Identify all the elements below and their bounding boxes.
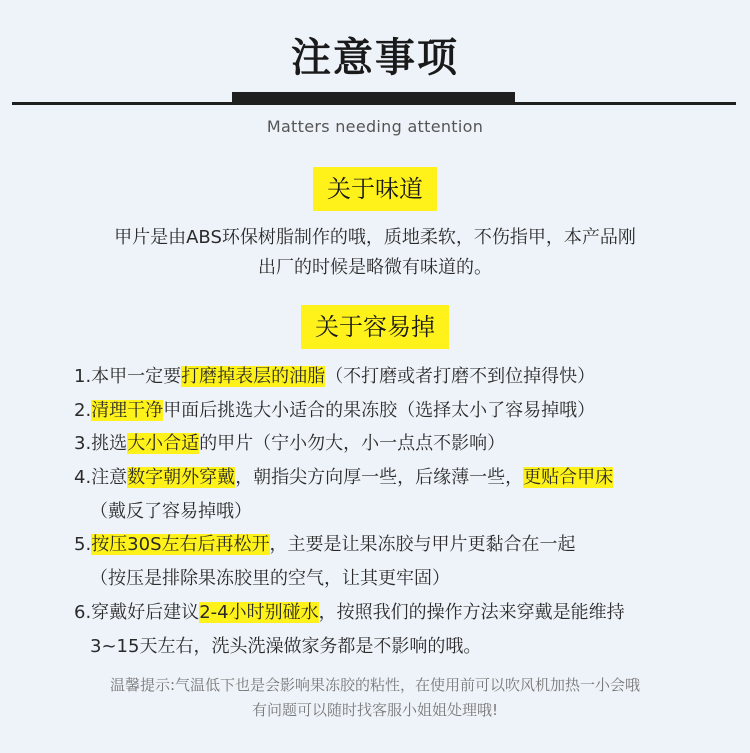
title-rule-thick [232,92,515,103]
section-badge-smell: 关于味道 [313,167,437,211]
list-text: 甲面后挑选大小适合的果冻胶（选择太小了容易掉哦） [163,399,596,421]
highlighted-text: 清理干净 [91,399,164,421]
falloff-list-item [74,430,724,464]
list-text: 5. [74,534,92,556]
list-text: （按压是排除果冻胶里的空气，让其更牢固） [90,568,450,590]
smell-line: 甲片是由ABS环保树脂制作的哦，质地柔软，不伤指甲，本产品刚 [114,227,636,248]
falloff-list-item [74,363,724,397]
falloff-list-item [74,531,724,565]
list-text: （戴反了容易掉哦） [90,500,252,522]
highlighted-text: 数字朝外穿戴 [127,467,236,489]
highlighted-text: 大小合适 [127,433,200,455]
falloff-list-item [74,565,724,599]
list-text: 2. [74,399,92,421]
page-title: 注意事项 [291,35,459,81]
falloff-list-item [74,633,724,667]
highlighted-text: 按压30S左右后再松开 [91,534,270,556]
page-subtitle: Matters needing attention [266,117,484,136]
list-text: 1.本甲一定要 [74,366,182,387]
list-text: 的甲片（宁小勿大，小一点点不影响） [199,433,506,455]
falloff-list-item [74,498,724,532]
falloff-list-item [74,599,724,633]
list-text: ，主要是让果冻胶与甲片更黏合在一起 [269,534,576,556]
tip-line: 温馨提示:气温低下也是会影响果冻胶的粘性，在使用前可以吹风机加热一小会哦 [109,676,641,694]
falloff-list [74,363,724,666]
highlighted-text: 更贴合甲床 [523,467,614,489]
list-text: 6.穿戴好后建议 [74,601,200,623]
smell-line: 出厂的时候是略微有味道的。 [258,257,492,278]
list-text: ，按照我们的操作方法来穿戴是能维持 [318,601,625,623]
highlighted-text: 2-4小时别碰水 [199,601,319,623]
list-text: ，朝指尖方向厚一些，后缘薄一些， [235,467,524,489]
tip-line: 有问题可以随时找客服小姐姐处理哦! [251,701,498,719]
tip-text [0,673,750,723]
section-badge-falloff: 关于容易掉 [301,305,449,349]
falloff-list-item [74,464,724,498]
highlighted-text: 打磨掉表层的油脂 [181,366,326,387]
section-smell-text [0,223,750,283]
list-text: 3.挑选 [74,433,128,455]
list-text: 3~15天左右，洗头洗澡做家务都是不影响的哦。 [90,635,482,657]
list-text: （不打磨或者打磨不到位掉得快） [325,366,596,387]
list-text: 4.注意 [74,467,128,489]
falloff-list-item [74,397,724,431]
